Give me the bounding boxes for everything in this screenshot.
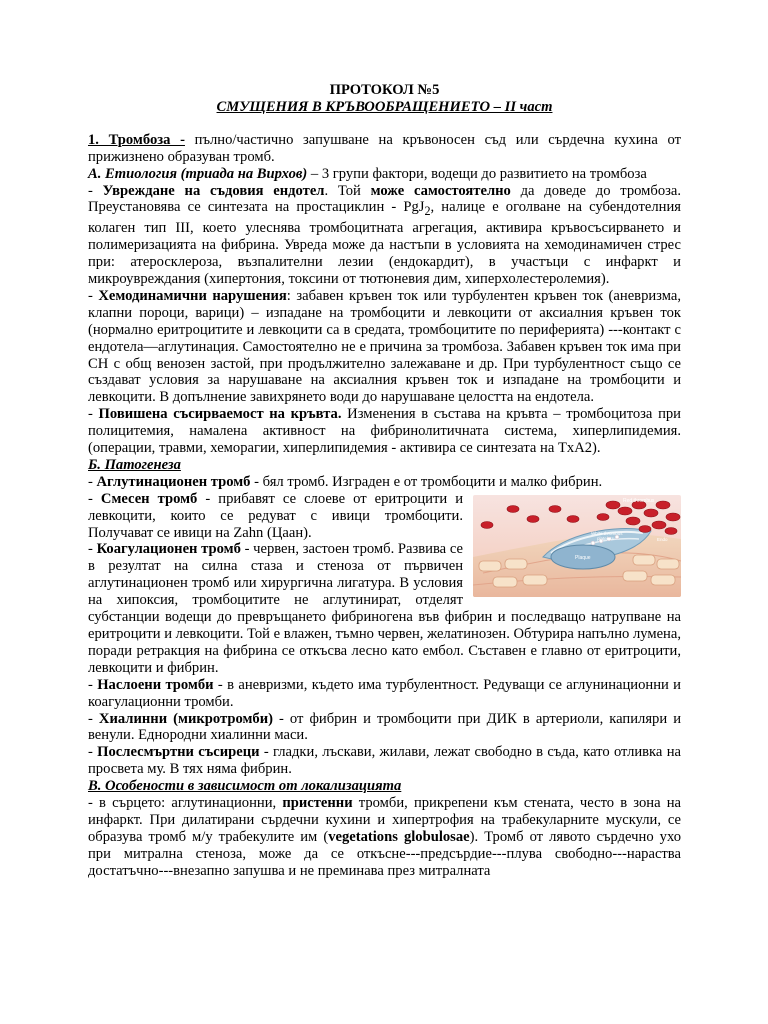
- paragraph-heart: - в сърцето: аглутинационни, пристенни тромби, прикрепени към стената, често в зона на инфаркт. При дилатирани сърдечни кухини и хипертрофия на трабекуларните мускули, се образува тромб м/у трабекулите им (vegetations globulosae). Тромб от лявото сърдечно ухо при митрална стеноза, може да се откъсне---предсърдие---плува свободно---нараства достатъчно---внезапно запушва и не преминава през митралната: [88, 795, 681, 879]
- thrombus-image: [473, 495, 681, 597]
- paragraph-coagulation-thrombus: - Коагулационен тромб - червен, застоен тромб. Развива се в резултат на силна стаза и стеноза от първичен аглутинационен тромб или хирургична лигатура. В условия на хипоксия, тромбоцитите не аглутинират, отделят субстанции водещи до превръщането фибриногена във фибрин и последващо натрупване на еритроцити и левкоцити. Той е влажен, тъмно червен, желатинозен. Обтурира напълно лумена, поради ретракция на фибрина се откъсва лесно като ембол. Съставен е главно от еритроцити, левкоцити и фибрин.: [88, 541, 681, 676]
- section-localization-heading: В. Особености в зависимост от локализацията: [88, 778, 402, 795]
- paragraph-agglutination-thrombus: - Аглутинационен тромб - бял тромб. Изграден е от тромбоцити и малко фибрин.: [88, 473, 603, 490]
- paragraph-coagulability: - Повишена съсирваемост на кръвта. Изменения в състава на кръвта – тромбоцитоза при полицитемия, намалена активност на фибринолитичната система, хиперлипидемия. (операции, травми, хеморагии, хиперлипидемия - активира се синтезата на TxA2).: [88, 406, 681, 457]
- paragraph-postmortem-clots: - Послесмъртни съсиреци - гладки, лъскави, жилави, лежат свободно в съда, като отливка на просвета му. В тях няма фибрин.: [88, 744, 681, 778]
- paragraph-thrombosis-definition: 1. Тромбоза - пълно/частично запушване на кръвоносен съд или сърдечна кухина от прижизнено образуван тромб.: [88, 131, 681, 165]
- label-plaque: Plaque: [575, 554, 591, 561]
- label-white-thrombus-platelets: platelets: [597, 535, 614, 541]
- label-endo: Endo: [657, 536, 668, 542]
- thrombus-illustration: [473, 495, 681, 597]
- paragraph-hemodynamics: - Хемодинамични нарушения: забавен кръвен ток или турбулентен кръвен ток (аневризма, клапни пороци, варици) – изпадане на тромбоцити и левкоцити от аксиалния кръвен ток (нормално еритроцитите и левкоцити са в средата, тромбоцитите по периферията) ---контакт с ендотела—аглутинация. Самостоятелно не е причина за тромбоза. Забавен кръвен ток има при СН с общ венозен застой, при продължително залежаване и др. При турбулентност също се създават условия за нарушаване на аксиалния кръвен ток и изпадане на тромбоцити и левкоцити. В допълнение завихрянето води до нарушаване целостта на ендотела.: [88, 287, 681, 406]
- paragraph-hyaline-thrombi: - Хиалинни (микротромби) - от фибрин и тромбоцити при ДИК в артериоли, капиляри и венули. Еднородни хиалинни маси.: [88, 710, 681, 744]
- section-number: 1. Тромбоза -: [88, 131, 185, 148]
- paragraph-endothelium: - Увреждане на съдовия ендотел. Той може самостоятелно да доведе до тромбоза. Преустановява се синтезата на простациклин - PgJ$_2$, налице е оголване на субендотелния колаген тип III, което улеснява тромбоцитната агрегация, активира кръвосъсирването и полимеризацията на фибрина. Увреда може да настъпи в условията на хемодинамичен стрес при: атеросклероза, възпалителни лезии (ендокардит), в участъци с инфаркт и микроувреждания (хипертония, токсини от тютюневия дим, хиперхолестеролемия).: [88, 182, 682, 287]
- paragraph-mixed-thrombus: - Смесен тромб - прибавят се слоеве от еритроцити и левкоцити, които се редуват с ивици тромбоцити. Получават се ивици на Zahn (Цаан).: [88, 490, 464, 541]
- paragraph-layered-thrombi: - Наслоени тромби - в аневризми, където има турбулентност. Редуващи се аглунинационни и коагулационни тромби.: [88, 676, 681, 710]
- section-pathogenesis-heading: Б. Патогенеза: [88, 456, 181, 473]
- document-page: [88, 82, 681, 880]
- document-subtitle: СМУЩЕНИЯ В КРЪВООБРАЩЕНИЕТО – II част: [216, 98, 553, 115]
- document-title: ПРОТОКОЛ №5: [329, 82, 440, 98]
- label-red-thrombus: Red thrombus: [623, 497, 655, 504]
- etiology-heading: А. Етиология (триада на Вирхов): [88, 165, 308, 182]
- paragraph-etiology: А. Етиология (триада на Вирхов) – 3 групи фактори, водещи до развитието на тромбоза: [88, 165, 647, 182]
- label-white-thrombus: White thrombus: [591, 530, 623, 536]
